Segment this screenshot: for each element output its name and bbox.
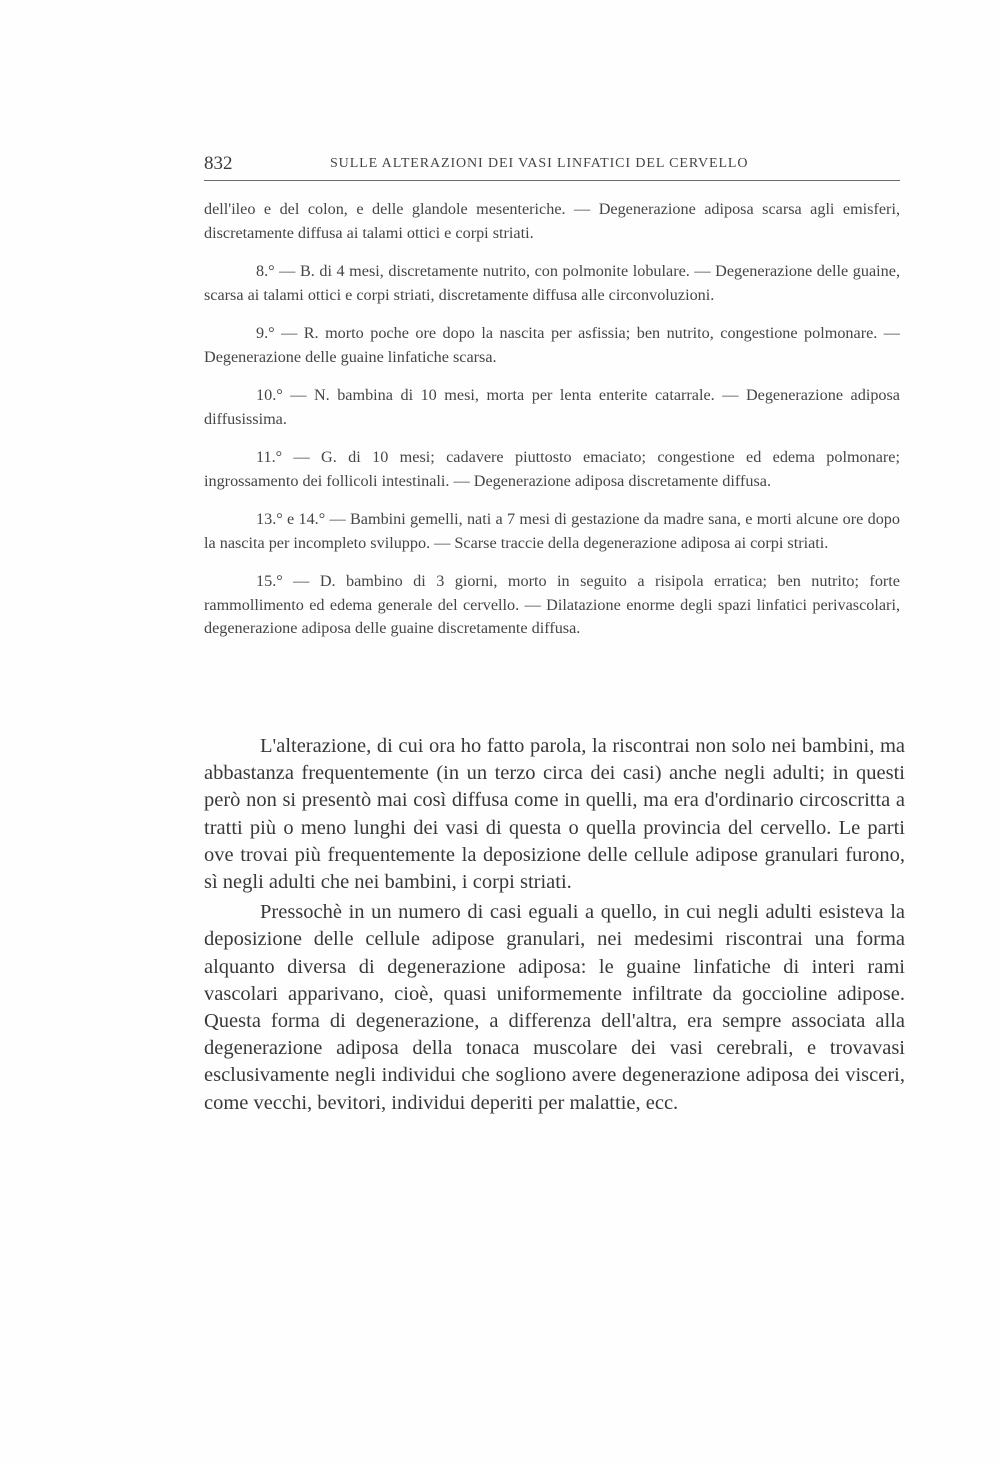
page-header (204, 148, 900, 181)
body-paragraph-2: Pressochè in un numero di casi eguali a quello, in cui negli adulti esisteva la deposizione delle cellule adipose granulari, nei medesimi riscontrai una forma alquanto diversa di degenerazione adiposa: le guaine linfatiche di interi rami vascolari apparivano, cioè, quasi uniformemente infiltrate da goccioline adipose. Questa forma di degenerazione, a differenza dell'altra, era sempre associata alla degenerazione adiposa della tonaca muscolare dei vasi cerebrali, e trovavasi esclusivamente negli individui che sogliono avere degenerazione adiposa dei visceri, come vecchi, bevitori, individui deperiti per malattie, ecc. (204, 901, 905, 1114)
running-title: SULLE ALTERAZIONI DEI VASI LINFATICI DEL CERVELLO (330, 156, 749, 171)
body-paragraph-1: L'alterazione, di cui ora ho fatto parola, la riscontrai non solo nei bambini, ma abbastanza frequentemente (in un terzo circa dei casi) anche negli adulti; in questi però non si presentò mai così diffusa come in quelli, ma era d'ordinario circoscritta a tratti più o meno lunghi dei vasi di questa o quella provincia del cervello. Le parti ove trovai più frequentemente la deposizione delle cellule adipose granulari furono, sì negli adulti che nei bambini, i corpi striati. (204, 735, 905, 894)
page-number: 832 (204, 153, 233, 174)
case-continuation: dell'ileo e del colon, e delle glandole mesenteriche. — Degenerazione adiposa scarsa agli emisferi, discretamente diffusa ai talami ottici e corpi striati. (204, 200, 900, 242)
case-10: 10.° — N. bambina di 10 mesi, morta per lenta enterite catarrale. — Degenerazione adiposa diffusissima. (204, 386, 900, 428)
main-text (204, 733, 905, 1120)
case-11: 11.° — G. di 10 mesi; cadavere piuttosto emaciato; congestione ed edema polmonare; ingrossamento dei follicoli intestinali. — Degenerazione adiposa discretamente diffusa. (204, 448, 900, 490)
case-15: 15.° — D. bambino di 3 giorni, morto in seguito a risipola erratica; ben nutrito; forte rammollimento ed edema generale del cervello. — Dilatazione enorme degli spazi linfatici perivascolari, degenerazione adiposa delle guaine discretamente diffusa. (204, 572, 900, 637)
case-13-14: 13.° e 14.° — Bambini gemelli, nati a 7 mesi di gestazione da madre sana, e morti alcune ore dopo la nascita per incompleto sviluppo. — Scarse traccie della degenerazione adiposa ai corpi striati. (204, 510, 900, 552)
case-reports (204, 198, 900, 656)
case-8: 8.° — B. di 4 mesi, discretamente nutrito, con polmonite lobulare. — Degenerazione delle guaine, scarsa ai talami ottici e corpi striati, discretamente diffusa alle circonvoluzioni. (204, 262, 900, 304)
case-9: 9.° — R. morto poche ore dopo la nascita per asfissia; ben nutrito, congestione polmonare. — Degenerazione delle guaine linfatiche scarsa. (204, 324, 900, 366)
